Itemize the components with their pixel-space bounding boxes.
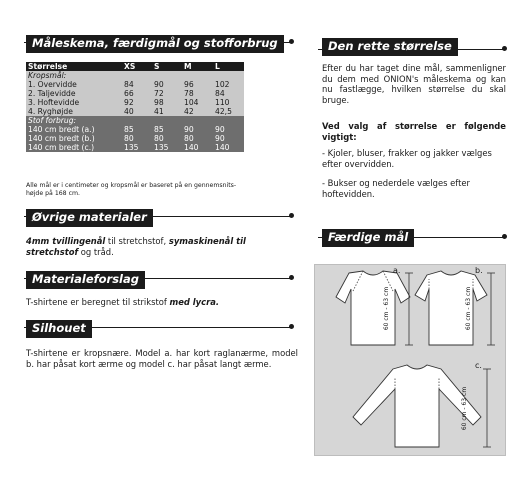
table-cell: 41 [154,107,164,116]
table-cell: 140 cm bredt (a.) [28,125,95,134]
table-row [26,134,244,143]
table-cell: 102 [215,80,230,89]
table-cell: 140 cm bredt (c.) [28,143,95,152]
fabric-suggestion-text [26,297,294,308]
table-header-cell: XS [124,62,136,71]
table-cell: 1. Overvidde [28,80,77,89]
rule-end-dot [289,39,294,44]
tshirt-b-drawing [415,271,487,345]
table-cell: 4. Ryghøjde [28,107,73,116]
table-cell: 85 [124,125,134,134]
dimension-b-label: 60 cm - 63 cm [465,286,473,331]
dimension-a-label: 60 cm - 63 cm [383,286,391,331]
table-cell: 78 [184,89,194,98]
table-header-cell: L [215,62,220,71]
right-size-bullet: - Bukser og nederdele vælges efter hoftevidden. [322,178,470,199]
right-size-title: Den rette størrelse [322,38,458,56]
table-cell: 80 [184,134,194,143]
garment-panel [314,264,506,456]
table-cell: 84 [124,80,134,89]
fabric-suggestion-part: T-shirtene er beregnet til strikstof [26,297,170,307]
table-cell: 104 [184,98,199,107]
table-cell: 110 [215,98,230,107]
garment-illustration [315,265,505,455]
dimension-c-label: 60 cm - 63 cm [461,386,469,431]
table-cell: 2. Taljevidde [28,89,76,98]
table-row [26,125,244,134]
table-row [26,143,244,152]
table-cell: 42,5 [215,107,232,116]
table-cell: 96 [184,80,194,89]
table-cell: 40 [124,107,134,116]
table-cell: 98 [154,98,164,107]
table-cell: 140 cm bredt (b.) [28,134,95,143]
table-row [26,89,244,98]
table-cell: 90 [215,134,225,143]
table-cell: 85 [154,125,164,134]
table-cell: 84 [215,89,225,98]
table-cell: 66 [124,89,134,98]
model-c-label: c. [475,361,482,370]
size-table [26,62,244,152]
right-size-para1: Efter du har taget dine mål, sammenligner du dem med ONION's måleskema og kan nu fastlægge, hvilken størrelse du skal bruge. [322,63,506,105]
right-size-para2: Ved valg af størrelse er følgende vigtigt: [322,121,506,142]
table-cell: 72 [154,89,164,98]
table-cell: 140 [215,143,230,152]
silhouette-title: Silhouet [26,320,92,338]
silhouette-text: T-shirtene er kropsnære. Model a. har kort raglanærme, model b. har påsat kort ærme og model c. har påsat langt ærme. [26,348,298,369]
body-label: Kropsmål: [28,71,67,80]
table-header-row [26,62,244,71]
table-cell: 80 [124,134,134,143]
fabric-suggestion-part: med lycra. [169,297,220,307]
materials-text-part: til stretchstof, [105,236,169,246]
fabric-suggestion-title: Materialeforslag [26,271,145,289]
table-row [26,98,244,107]
rule-end-dot [289,275,294,280]
tshirt-a-drawing [336,271,410,345]
table-cell: 90 [215,125,225,134]
rule-end-dot [502,234,507,239]
model-a-label: a. [393,266,401,275]
table-footnote: Alle mål er i centimeter og kropsmål er baseret på en gennemsnits-højde på 168 cm. [26,182,237,197]
table-header-cell: M [184,62,192,71]
table-cell: 92 [124,98,134,107]
table-cell: 140 [184,143,199,152]
rule-end-dot [289,324,294,329]
table-cell: 3. Hoftevidde [28,98,80,107]
materials-text-part: og tråd. [78,246,114,257]
materials-text-part: 4mm tvillingenål [26,236,106,246]
table-cell: 135 [124,143,139,152]
model-b-label: b. [475,266,483,275]
rule-end-dot [502,46,507,51]
table-cell: 90 [184,125,194,134]
table-header-cell: S [154,62,160,71]
table-header-cell: Størrelse [28,62,68,71]
rule-end-dot [289,213,294,218]
materials-text [26,236,294,257]
table-cell: 42 [184,107,194,116]
table-row [26,107,244,116]
materials-text-part: symaskinenål til stretchstof [26,236,246,257]
finished-title: Færdige mål [322,229,414,247]
right-size-bullet: - Kjoler, bluser, frakker og jakker vælges efter overvidden. [322,148,492,169]
fabric-label: Stof forbrug: [28,116,77,125]
measure-title: Måleskema, færdigmål og stofforbrug [26,35,284,53]
table-cell: 135 [154,143,169,152]
table-row [26,80,244,89]
table-cell: 90 [154,80,164,89]
table-cell: 80 [154,134,164,143]
materials-title: Øvrige materialer [26,209,153,227]
